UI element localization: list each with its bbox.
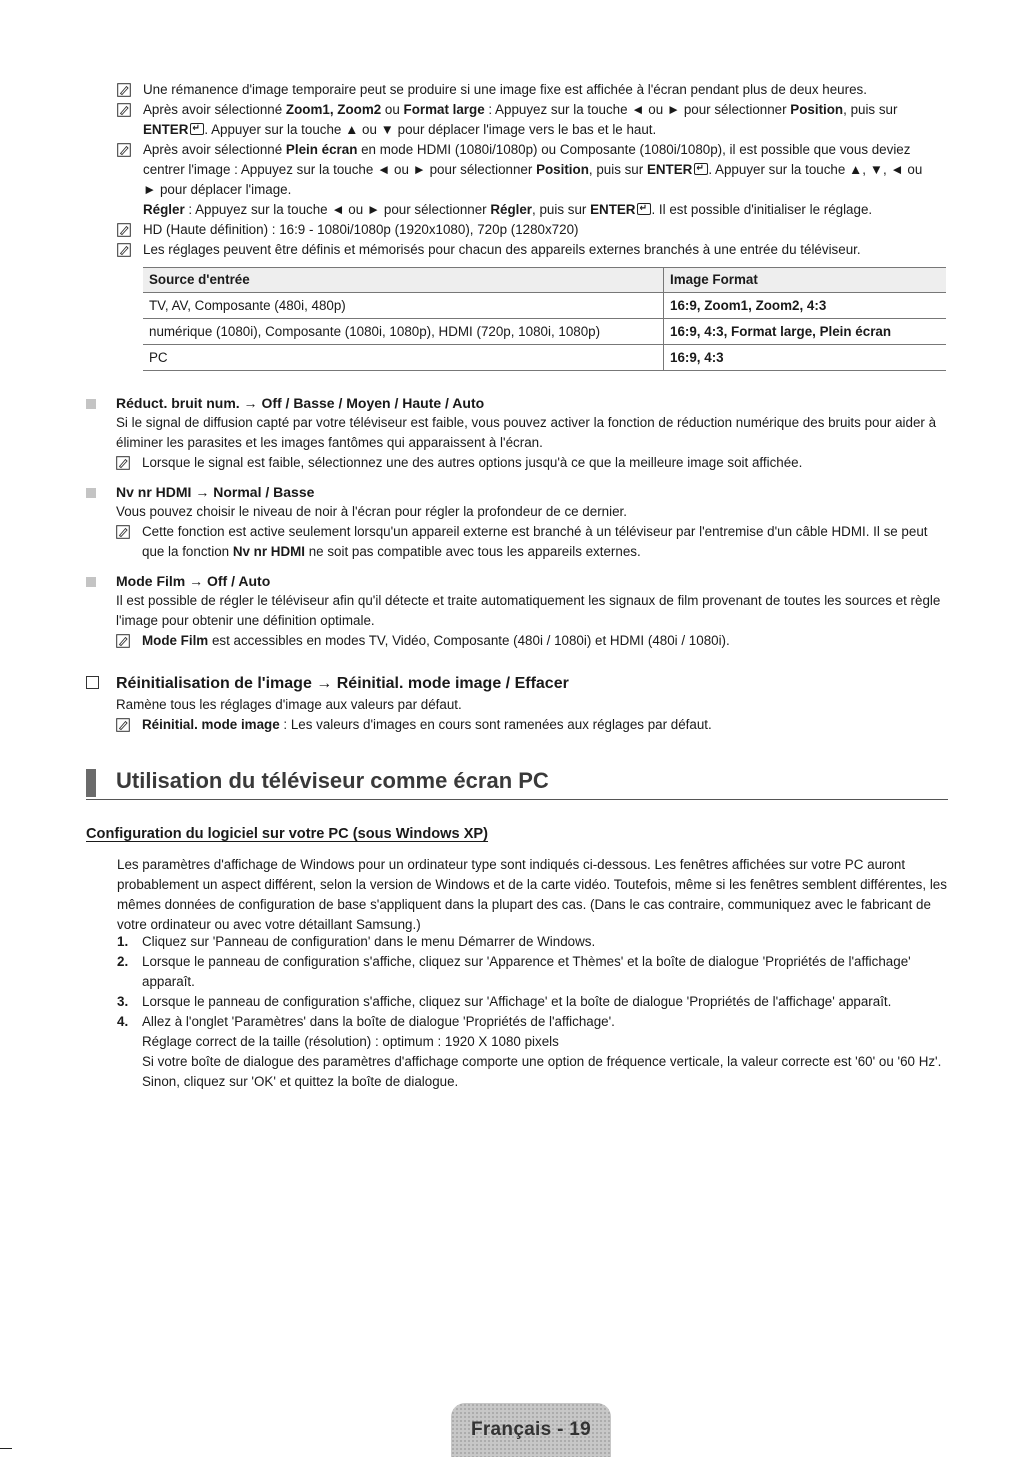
position-label: Position — [536, 162, 589, 177]
table-row — [143, 345, 946, 371]
note-icon — [116, 634, 130, 648]
table-header-row — [143, 268, 946, 293]
note-text: centrer l'image : Appuyez sur la touche ◄ ou ► pour sélectionner — [143, 162, 537, 177]
square-bullet-icon — [86, 577, 96, 587]
section-title: Utilisation du téléviseur comme écran PC — [116, 768, 549, 793]
step-number: 2. — [117, 954, 129, 969]
note-text: . Il est possible d'initialiser le réglage. — [651, 202, 873, 217]
header-source: Source d'entrée — [143, 268, 664, 293]
enter-key-icon — [637, 203, 651, 215]
note-text: en mode HDMI (1080i/1080p) ou Composante (1080i/1080p), il est possible que vous deviez — [357, 142, 911, 157]
step-number: 4. — [117, 1014, 129, 1029]
checkbox-bullet-icon — [86, 676, 99, 689]
nv-nr-hdmi-label: Nv nr HDMI — [232, 544, 305, 559]
note-item — [116, 715, 948, 735]
plein-ecran-label: Plein écran — [285, 142, 358, 157]
table-cell: TV, AV, Composante (480i, 480p) — [143, 293, 664, 319]
note-text: ► pour déplacer l'image. — [143, 182, 292, 197]
note-text: , puis sur — [588, 162, 647, 177]
zoom1-label: Zoom1 — [285, 102, 330, 117]
note-text: Après avoir sélectionné — [143, 142, 286, 157]
pc-intro-paragraph: Les paramètres d'affichage de Windows pour un ordinateur type sont indiqués ci-dessous. Les fenêtres affichées sur votre PC auront probablement un aspect différent, selon la version de Windows et de la carte vidéo. Toutefois, même si les fenêtres semblent différentes, les mêmes données de configuration de base s'appliquent dans la plupart des cas. (Dans le cas contraire, communiquez avec le fabricant de votre ordinateur ou avec votre détaillant Samsung.) — [117, 857, 947, 932]
list-item — [117, 1012, 949, 1032]
note-text: ne soit pas compatible avec tous les appareils externes. — [305, 544, 641, 559]
note-text: ou — [381, 102, 404, 117]
table-cell: 16:9, 4:3, Format large, Plein écran — [664, 319, 947, 345]
table-row — [143, 293, 946, 319]
setting-nv-nr-hdmi — [86, 482, 948, 562]
enter-key-icon — [190, 123, 204, 135]
note-icon — [117, 143, 131, 157]
note-text: Cette fonction est active seulement lorsqu'un appareil externe est branché à un téléviseur par l'entremise d'un câble HDMI. Il se peut que la fonction — [142, 524, 928, 559]
note-text: . Appuyer sur la touche ▲, ▼, ◄ ou — [708, 162, 923, 177]
note-text: HD (Haute définition) : 16:9 - 1080i/1080p (1920x1080), 720p (1280x720) — [143, 222, 579, 237]
setting-description: Vous pouvez choisir le niveau de noir à l'écran pour régler la profondeur de ce dernier. — [116, 504, 627, 519]
regler-label: Régler — [143, 202, 185, 217]
note-icon — [117, 223, 131, 237]
setting-body — [86, 591, 948, 651]
reset-body — [86, 695, 948, 735]
note-text: est accessibles en modes TV, Vidéo, Composante (480i / 1080i) et HDMI (480i / 1080i). — [208, 633, 730, 648]
note-item — [117, 80, 947, 100]
note-item — [116, 453, 948, 473]
note-item — [116, 522, 948, 562]
note-icon — [117, 103, 131, 117]
note-text: Une rémanence d'image temporaire peut se produire si une image fixe est affichée à l'écran pendant plus de deux heures. — [143, 82, 867, 97]
step-number: 1. — [117, 934, 129, 949]
setting-title — [86, 482, 948, 502]
note-icon — [116, 718, 130, 732]
reset-title — [86, 673, 948, 695]
note-icon — [117, 243, 131, 257]
setting-body — [86, 502, 948, 562]
image-format-table — [143, 267, 946, 371]
square-bullet-icon — [86, 399, 96, 409]
setting-reduct-bruit — [86, 393, 948, 473]
note-icon — [117, 83, 131, 97]
step-number: 3. — [117, 994, 129, 1009]
setting-mode-film — [86, 571, 948, 651]
header-format: Image Format — [664, 268, 947, 293]
setting-title-text: Mode Film → Off / Auto — [116, 573, 271, 589]
note-text: , puis sur — [843, 102, 898, 117]
page-number-badge — [451, 1403, 611, 1457]
step-text: Cliquez sur 'Panneau de configuration' dans le menu Démarrer de Windows. — [142, 934, 596, 949]
setting-description: Si le signal de diffusion capté par votre téléviseur est faible, vous pouvez activer la fonction de réduction numérique des bruits pour aider à éliminer les parasites et les images fantômes qui apparaissent à l'écran. — [116, 415, 937, 450]
note-item — [117, 140, 947, 200]
enter-label: ENTER — [646, 162, 693, 177]
format-large-label: Format large — [403, 102, 485, 117]
section-header — [86, 765, 948, 800]
note-icon — [116, 525, 130, 539]
reset-section — [86, 673, 948, 735]
step-detail: Réglage correct de la taille (résolution) : optimum : 1920 X 1080 pixels — [142, 1034, 559, 1049]
table-cell: PC — [143, 345, 664, 371]
step-detail: Si votre boîte de dialogue des paramètres d'affichage comporte une option de fréquence verticale, la valeur correcte est '60' ou '60 Hz'. Sinon, cliquez sur 'OK' et quittez la boîte de dialogue. — [142, 1054, 942, 1089]
note-text: . Appuyer sur la touche ▲ ou ▼ pour déplacer l'image vers le bas et le haut. — [204, 122, 657, 137]
section-bar-icon — [86, 769, 96, 797]
sub-header: Configuration du logiciel sur votre PC (sous Windows XP) — [86, 826, 489, 842]
table-cell: 16:9, 4:3 — [664, 345, 947, 371]
table-row — [143, 319, 946, 345]
note-text: : Appuyez sur la touche ◄ ou ► pour sélectionner — [184, 202, 491, 217]
top-notes — [117, 80, 947, 260]
note-text: Après avoir sélectionné — [143, 102, 286, 117]
enter-key-icon — [694, 163, 708, 175]
reinitial-label: Réinitial. mode image — [142, 717, 280, 732]
regler-label: Régler — [490, 202, 533, 217]
reset-title-text: Réinitialisation de l'image → Réinitial. mode image / Effacer — [116, 675, 569, 692]
page-number: Français - 19 — [470, 1419, 592, 1440]
list-item — [117, 932, 949, 952]
note-text: Lorsque le signal est faible, sélectionnez une des autres options jusqu'à ce que la meilleure image soit affichée. — [142, 455, 803, 470]
reset-description: Ramène tous les réglages d'image aux valeurs par défaut. — [116, 697, 462, 712]
note-item — [117, 240, 947, 260]
steps-list — [117, 932, 949, 1092]
note-text: : Les valeurs d'images en cours sont ramenées aux réglages par défaut. — [279, 717, 712, 732]
step-text: Allez à l'onglet 'Paramètres' dans la boîte de dialogue 'Propriétés de l'affichage'. — [142, 1014, 615, 1029]
square-bullet-icon — [86, 488, 96, 498]
step-text: Lorsque le panneau de configuration s'affiche, cliquez sur 'Affichage' et la boîte de dialogue 'Propriétés de l'affichage' apparaît. — [142, 994, 892, 1009]
note-item — [117, 100, 947, 140]
setting-body — [86, 413, 948, 473]
position-label: Position — [790, 102, 844, 117]
setting-title — [86, 571, 948, 591]
note-item — [116, 631, 948, 651]
zoom2-label: Zoom2 — [337, 102, 382, 117]
note-item — [117, 220, 947, 240]
setting-title-text: Réduct. bruit num. → Off / Basse / Moyen / Haute / Auto — [116, 395, 485, 411]
note-text: Les réglages peuvent être définis et mémorisés pour chacun des appareils externes branchés à une entrée du téléviseur. — [143, 242, 861, 257]
setting-title-text: Nv nr HDMI → Normal / Basse — [116, 484, 315, 500]
table-cell: numérique (1080i), Composante (1080i, 1080p), HDMI (720p, 1080i, 1080p) — [143, 319, 664, 345]
table-cell: 16:9, Zoom1, Zoom2, 4:3 — [664, 293, 947, 319]
mode-film-label: Mode Film — [142, 633, 209, 648]
step-text: Lorsque le panneau de configuration s'affiche, cliquez sur 'Apparence et Thèmes' et la boîte de dialogue 'Propriétés de l'affichage' apparaît. — [142, 954, 911, 989]
list-item — [117, 952, 949, 992]
regler-line — [117, 200, 947, 220]
setting-title — [86, 393, 948, 413]
enter-label: ENTER — [143, 122, 189, 137]
separator: , — [329, 102, 338, 117]
note-text: , puis sur — [532, 202, 591, 217]
note-text: : Appuyez sur la touche ◄ ou ► pour sélectionner — [484, 102, 791, 117]
note-icon — [116, 456, 130, 470]
setting-description: Il est possible de régler le téléviseur afin qu'il détecte et traite automatiquement les signaux de film provenant de toutes les sources et règle l'image pour obtenir une définition optimale. — [116, 593, 941, 628]
list-item — [117, 992, 949, 1012]
enter-label: ENTER — [590, 202, 636, 217]
edge-mark — [0, 1448, 12, 1449]
